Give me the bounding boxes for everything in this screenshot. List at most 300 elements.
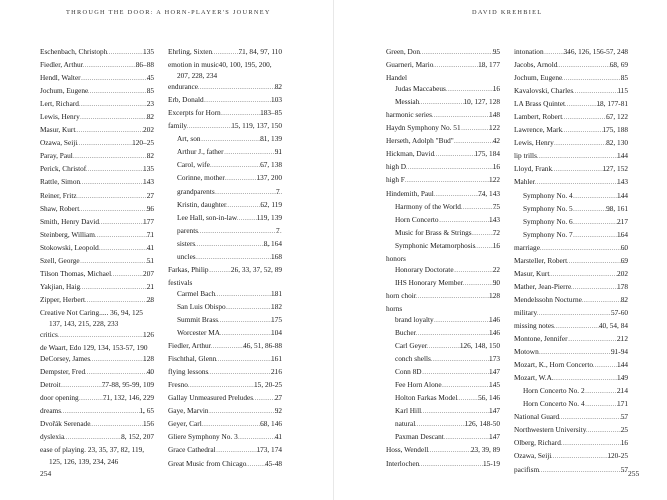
index-subentry bbox=[386, 277, 500, 290]
index-entry-row bbox=[514, 346, 628, 359]
index-entry-row bbox=[395, 314, 500, 327]
index-page-refs: 67, 122 bbox=[606, 112, 628, 122]
index-term: Lloyd, Frank bbox=[514, 164, 553, 174]
index-entry-row bbox=[514, 163, 628, 176]
index-entry-row bbox=[395, 264, 500, 277]
index-entry-row bbox=[395, 431, 500, 444]
dot-leader bbox=[218, 314, 277, 327]
index-entry bbox=[40, 242, 154, 255]
index-subentry bbox=[40, 456, 154, 467]
index-entry-row bbox=[523, 190, 628, 203]
index-term: Conn 8D bbox=[395, 367, 422, 377]
index-term: Reiner, Fritz bbox=[40, 190, 77, 200]
index-term: Karl Hill bbox=[395, 406, 422, 416]
index-entry bbox=[514, 46, 628, 59]
index-term: Arthur J., father bbox=[177, 147, 224, 157]
index-term: Mendelssohn Nocturne bbox=[514, 294, 582, 304]
index-entry-row bbox=[386, 122, 500, 135]
index-term: Lawrence, Mark bbox=[514, 125, 563, 135]
dot-leader bbox=[439, 214, 495, 227]
index-entry-row bbox=[40, 46, 154, 59]
index-entry-row bbox=[40, 294, 154, 307]
index-page-refs: 46, 51, 86-88 bbox=[243, 341, 282, 351]
index-page-refs: 346, 126, 156-57, 248 bbox=[563, 47, 628, 56]
index-entry-row bbox=[386, 458, 500, 471]
index-entry-row bbox=[177, 251, 282, 264]
index-entry-row bbox=[514, 281, 628, 294]
index-entry bbox=[386, 174, 500, 187]
index-entry-row bbox=[168, 405, 282, 418]
index-page-refs: 183–85 bbox=[260, 108, 282, 118]
index-entry-row bbox=[177, 288, 282, 301]
index-page-refs: 137, 200 bbox=[256, 173, 282, 183]
index-page-refs: 51 bbox=[146, 255, 154, 265]
index-term: Ozawa, Seiji bbox=[514, 451, 552, 461]
dot-leader bbox=[557, 59, 615, 72]
index-subentry bbox=[514, 190, 628, 203]
dot-leader bbox=[216, 444, 263, 457]
index-term: IHS Honorary Member bbox=[395, 277, 464, 287]
dot-leader bbox=[83, 59, 142, 72]
index-page-refs: 181 bbox=[271, 288, 282, 298]
index-page-refs: 82 bbox=[620, 294, 628, 304]
index-entry bbox=[40, 216, 154, 229]
index-subentry bbox=[386, 214, 500, 227]
index-entry bbox=[168, 418, 282, 431]
index-term: Lewis, Henry bbox=[514, 138, 554, 148]
index-entry-row bbox=[177, 159, 282, 172]
index-entry bbox=[514, 346, 628, 359]
dot-leader bbox=[539, 346, 617, 359]
index-term: LA Brass Quintet bbox=[514, 99, 566, 109]
index-entry bbox=[386, 109, 500, 122]
dot-leader bbox=[420, 46, 499, 59]
index-entry-row bbox=[40, 98, 154, 111]
index-subentry bbox=[386, 366, 500, 379]
index-entry-row bbox=[514, 255, 628, 268]
index-page-refs: 126 bbox=[143, 330, 154, 340]
index-page-refs: 10, 127, 128 bbox=[463, 97, 500, 107]
index-entry bbox=[514, 464, 628, 477]
index-page-refs: 60 bbox=[620, 242, 628, 252]
index-term: Ehrling, Sixten bbox=[168, 47, 213, 56]
index-term: Fresno bbox=[168, 380, 188, 390]
index-page-refs: 62, 119 bbox=[260, 199, 282, 209]
index-entry-row bbox=[168, 94, 282, 107]
index-term: Lert, Richard bbox=[40, 99, 79, 109]
index-page-refs: 95 bbox=[492, 47, 500, 56]
index-entry-row bbox=[395, 392, 500, 405]
index-term: Jacobs, Arnold bbox=[514, 60, 558, 70]
index-page-refs: 8, 164 bbox=[263, 238, 282, 248]
index-term: Green, Don bbox=[386, 47, 421, 56]
index-entry-row bbox=[395, 201, 500, 214]
index-page-refs: 77-88, 95-99, 109 bbox=[101, 380, 154, 390]
index-term: Harmony of the World bbox=[395, 201, 461, 211]
dot-leader bbox=[58, 329, 149, 342]
index-entry bbox=[40, 418, 154, 431]
index-page-refs: 92 bbox=[274, 406, 282, 416]
index-page-refs: 40, 54, 84 bbox=[598, 320, 628, 330]
index-entry-row bbox=[514, 268, 628, 281]
index-page-refs: 82 bbox=[146, 151, 154, 161]
dot-leader bbox=[433, 59, 484, 72]
index-entry-row bbox=[40, 124, 154, 137]
index-page-refs: 42 bbox=[492, 136, 500, 146]
index-column bbox=[168, 46, 282, 471]
index-subentry bbox=[168, 212, 282, 225]
index-term: de Waart, Edo 129, 134, 153-57, 190 bbox=[40, 343, 148, 353]
index-page-refs: 146 bbox=[489, 314, 500, 324]
index-entry-row bbox=[40, 150, 154, 163]
index-entry bbox=[514, 176, 628, 189]
index-entry bbox=[514, 411, 628, 424]
index-entry-row bbox=[514, 150, 628, 163]
index-entry bbox=[386, 444, 500, 457]
index-entry-row bbox=[386, 59, 500, 72]
index-page-refs: 149 bbox=[617, 373, 628, 383]
dot-leader bbox=[61, 379, 108, 392]
index-page-refs: 86–88 bbox=[135, 60, 154, 70]
dot-leader bbox=[85, 294, 153, 307]
index-page-refs: 91 bbox=[274, 147, 282, 157]
index-term: Bucher bbox=[395, 328, 417, 338]
index-page-refs: 122 bbox=[489, 123, 500, 133]
index-entry-row bbox=[523, 216, 628, 229]
index-entry-row bbox=[168, 418, 282, 431]
dot-leader bbox=[198, 81, 281, 94]
index-entry bbox=[168, 444, 282, 457]
index-entry-row bbox=[514, 242, 628, 255]
dot-leader bbox=[432, 109, 495, 122]
index-term: Dempster, Fred bbox=[40, 367, 86, 377]
index-entry bbox=[514, 242, 628, 255]
index-term: critics bbox=[40, 330, 58, 340]
index-page-refs: 115 bbox=[617, 86, 628, 96]
index-subentry bbox=[168, 199, 282, 212]
index-page-refs: 16 bbox=[492, 162, 500, 172]
index-subentry bbox=[168, 314, 282, 327]
index-page-refs: 67, 138 bbox=[260, 160, 282, 170]
index-entry bbox=[40, 46, 154, 59]
index-term: Masur, Kurt bbox=[40, 125, 76, 135]
dot-leader bbox=[554, 320, 605, 333]
index-entry bbox=[168, 379, 282, 392]
index-entry bbox=[40, 163, 154, 176]
dot-leader bbox=[537, 150, 623, 163]
index-term: Symphonic Metamorphosis bbox=[395, 240, 476, 250]
dot-leader bbox=[405, 174, 495, 187]
index-term: Judas Maccabeus bbox=[395, 84, 446, 94]
index-subentry bbox=[168, 133, 282, 146]
index-term: Stokowski, Leopold bbox=[40, 242, 99, 252]
index-term: Haydn Symphony No. 51 bbox=[386, 123, 461, 133]
index-page-refs: 98, 161 bbox=[606, 203, 628, 213]
page-number-right: 255 bbox=[628, 469, 640, 478]
index-subentry bbox=[386, 240, 500, 253]
dot-leader bbox=[444, 431, 495, 444]
index-entry-row bbox=[395, 379, 500, 392]
index-term: Yakjian, Haig bbox=[40, 281, 81, 291]
index-page-refs: 45 bbox=[146, 73, 154, 83]
index-term: Olberg, Richard bbox=[514, 438, 561, 448]
index-entry-row bbox=[395, 418, 500, 431]
dot-leader bbox=[187, 120, 237, 133]
dot-leader bbox=[204, 94, 277, 107]
index-page-refs: 214 bbox=[617, 386, 628, 396]
index-term: National Guard bbox=[514, 412, 560, 422]
index-term: Music for Brass & Strings bbox=[395, 227, 472, 237]
index-entry-row bbox=[514, 437, 628, 450]
index-entry bbox=[40, 294, 154, 307]
index-term: Fiedler, Arthur bbox=[40, 60, 84, 70]
dot-leader bbox=[454, 135, 499, 148]
index-entry-row bbox=[514, 85, 628, 98]
index-entry bbox=[514, 255, 628, 268]
index-entry-row bbox=[514, 307, 628, 320]
index-entry-row bbox=[168, 120, 282, 133]
index-term: Jochum, Eugene bbox=[514, 73, 563, 83]
index-page-refs: 120-25 bbox=[607, 451, 628, 461]
index-term: Mahler bbox=[514, 177, 536, 187]
index-page-refs: 217 bbox=[617, 216, 628, 226]
dot-leader bbox=[215, 288, 277, 301]
index-entry bbox=[386, 148, 500, 161]
index-entry-row bbox=[168, 107, 282, 120]
index-term: Lee Hall, son-in-law bbox=[177, 212, 238, 222]
index-page-refs: 175 bbox=[271, 314, 282, 324]
index-entry bbox=[514, 72, 628, 85]
dot-leader bbox=[431, 353, 495, 366]
index-entry-row bbox=[395, 96, 500, 109]
index-term: natural bbox=[395, 419, 416, 429]
dot-leader bbox=[90, 353, 149, 366]
index-term: Mozart, W.A. bbox=[514, 373, 554, 383]
index-entry-row bbox=[168, 444, 282, 457]
index-entry-row bbox=[40, 366, 154, 379]
index-term: Corinne, mother bbox=[177, 173, 225, 183]
index-term: Jochum, Eugene bbox=[40, 86, 89, 96]
index-entry-row bbox=[514, 176, 628, 189]
index-subentry bbox=[168, 251, 282, 264]
index-entry-row bbox=[40, 418, 154, 431]
index-entry-row bbox=[177, 327, 282, 340]
index-page-refs: 212 bbox=[617, 334, 628, 344]
dot-leader bbox=[415, 418, 470, 431]
dot-leader bbox=[416, 327, 495, 340]
index-entry bbox=[386, 122, 500, 135]
index-term: grandparents bbox=[177, 186, 215, 196]
index-entry bbox=[514, 150, 628, 163]
index-term: pacifism bbox=[514, 464, 540, 474]
dot-leader bbox=[64, 431, 127, 444]
index-page-refs: 91-94 bbox=[610, 347, 628, 357]
index-entry-row: grandparents ..... 7 bbox=[183, 186, 282, 199]
dot-leader bbox=[85, 366, 153, 379]
index-subentry bbox=[386, 379, 500, 392]
index-page-refs: 56, 146 bbox=[478, 393, 500, 403]
dot-leader bbox=[80, 281, 153, 294]
right-page bbox=[334, 0, 667, 500]
index-subentry bbox=[386, 96, 500, 109]
index-entry-row bbox=[168, 392, 282, 405]
index-entry-row bbox=[40, 379, 154, 392]
index-term: Zipper, Herbert bbox=[40, 294, 86, 304]
index-page-refs: 71, 132, 146, 229 bbox=[102, 393, 154, 403]
index-page-refs: 23, 39, 89 bbox=[470, 445, 500, 455]
index-page-refs: 16 bbox=[620, 438, 628, 448]
index-term: Paxman Descant bbox=[395, 432, 444, 442]
index-page-refs: 15, 20-25 bbox=[254, 380, 282, 390]
index-term: harmonic series bbox=[386, 110, 432, 120]
index-subentry bbox=[168, 225, 282, 238]
index-term: flying lessons bbox=[168, 367, 209, 377]
dot-leader bbox=[561, 437, 627, 450]
index-entry bbox=[40, 353, 154, 366]
index-page-refs: 104 bbox=[271, 328, 282, 338]
index-entry bbox=[40, 255, 154, 268]
index-entry-row bbox=[40, 431, 154, 444]
page-number-left: 254 bbox=[40, 469, 52, 478]
index-page-refs: 143 bbox=[489, 214, 500, 224]
index-term: 207, 228, 234 bbox=[177, 71, 218, 81]
index-subentry bbox=[514, 203, 628, 216]
index-entry bbox=[40, 190, 154, 203]
index-page-refs: 171 bbox=[617, 399, 628, 409]
index-subentry bbox=[168, 301, 282, 314]
index-entry-row bbox=[395, 277, 500, 290]
dot-leader bbox=[582, 294, 627, 307]
index-subentry bbox=[514, 385, 628, 398]
index-term: Kavalovski, Charles bbox=[514, 86, 574, 96]
index-page-refs: 103 bbox=[271, 95, 282, 105]
index-page-refs: 143 bbox=[617, 177, 628, 187]
index-term: emotion in music40, 100, 195, 200, bbox=[168, 60, 272, 70]
index-term: Hendl, Walter bbox=[40, 73, 81, 83]
index-entry bbox=[386, 290, 500, 303]
index-entry-row bbox=[177, 301, 282, 314]
index-term: honors bbox=[386, 253, 406, 263]
dot-leader bbox=[573, 229, 623, 242]
index-entry bbox=[40, 111, 154, 124]
dot-leader bbox=[88, 85, 152, 98]
index-page-refs: 85 bbox=[620, 73, 628, 83]
index-entry bbox=[514, 359, 628, 372]
index-term: Motown bbox=[514, 347, 539, 357]
index-entry-row bbox=[168, 458, 282, 471]
index-entry-row bbox=[386, 444, 500, 457]
index-term: Gaye, Marvin bbox=[168, 406, 209, 416]
dot-leader bbox=[80, 255, 153, 268]
dot-leader bbox=[215, 186, 282, 199]
index-term: Symphony No. 7 bbox=[523, 229, 573, 239]
index-page-refs: 8, 152, 207 bbox=[121, 432, 154, 442]
index-term: dreams bbox=[40, 406, 62, 416]
index-entry bbox=[514, 85, 628, 98]
index-entry bbox=[386, 303, 500, 314]
index-entry bbox=[514, 424, 628, 437]
index-entry-row bbox=[386, 161, 500, 174]
index-term: Horn Concerto bbox=[395, 214, 439, 224]
dot-leader bbox=[573, 190, 623, 203]
dot-leader bbox=[86, 163, 149, 176]
dot-leader bbox=[99, 242, 153, 255]
index-term: Honorary Doctorate bbox=[395, 264, 454, 274]
dot-leader bbox=[75, 124, 149, 137]
index-entry bbox=[40, 405, 154, 418]
index-entry-row bbox=[514, 59, 628, 72]
index-entry bbox=[40, 124, 154, 137]
index-entry bbox=[40, 392, 154, 405]
index-term: Great Music from Chicago bbox=[168, 458, 247, 468]
index-term: Ozawa, Seiji bbox=[40, 138, 78, 148]
dot-leader bbox=[537, 307, 617, 320]
index-subentry bbox=[386, 83, 500, 96]
index-subentry bbox=[386, 392, 500, 405]
index-entry-row bbox=[168, 340, 282, 353]
index-term: Hindemith, Paul bbox=[386, 188, 434, 198]
dot-leader bbox=[535, 176, 623, 189]
index-page-refs: 168 bbox=[271, 251, 282, 261]
index-entry bbox=[40, 85, 154, 98]
left-page bbox=[0, 0, 333, 500]
index-page-refs: 175, 188 bbox=[602, 125, 628, 135]
index-entry-row bbox=[40, 342, 154, 353]
index-term: Tilson Thomas, Michael bbox=[40, 268, 112, 278]
index-entry bbox=[514, 450, 628, 463]
index-entry-row bbox=[386, 290, 500, 303]
index-subentry bbox=[386, 340, 500, 353]
index-term: Symphony No. 6 bbox=[523, 216, 573, 226]
index-entry bbox=[168, 120, 282, 133]
index-entry-row bbox=[40, 203, 154, 216]
index-entry-row bbox=[386, 188, 500, 201]
index-term: Kristin, daughter bbox=[177, 199, 227, 209]
index-page-refs: 182 bbox=[271, 301, 282, 311]
index-entry bbox=[40, 307, 154, 318]
index-page-refs: 57-60 bbox=[610, 307, 628, 317]
index-term: Smith, Henry David bbox=[40, 216, 99, 226]
index-entry bbox=[514, 320, 628, 333]
dot-leader bbox=[554, 137, 612, 150]
dot-leader bbox=[99, 216, 149, 229]
dot-leader bbox=[422, 366, 495, 379]
index-entry bbox=[514, 98, 628, 111]
dot-leader bbox=[209, 405, 281, 418]
index-page-refs: 68, 69 bbox=[609, 60, 628, 70]
index-entry bbox=[40, 229, 154, 242]
index-entry-row bbox=[177, 199, 282, 212]
index-entry-row bbox=[177, 238, 282, 251]
index-page-refs: 27 bbox=[274, 393, 282, 403]
index-term: Farkas, Philip bbox=[168, 264, 209, 274]
index-term: Handel bbox=[386, 73, 408, 83]
index-page-refs: 71 bbox=[146, 229, 154, 239]
index-subentry bbox=[386, 314, 500, 327]
index-entry bbox=[168, 392, 282, 405]
index-page-refs: 126, 148, 150 bbox=[459, 341, 500, 351]
index-term: Worcester MA bbox=[177, 328, 220, 338]
dot-leader bbox=[406, 161, 499, 174]
index-entry bbox=[40, 281, 154, 294]
dot-leader bbox=[77, 137, 138, 150]
index-term: Horn Concerto No. 4 bbox=[523, 399, 585, 409]
index-term: Grace Cathedral bbox=[168, 445, 216, 455]
index-term: Erb, Donald bbox=[168, 95, 204, 105]
index-entry-row bbox=[40, 255, 154, 268]
index-subentry bbox=[386, 227, 500, 240]
index-page-refs: 147 bbox=[489, 406, 500, 416]
